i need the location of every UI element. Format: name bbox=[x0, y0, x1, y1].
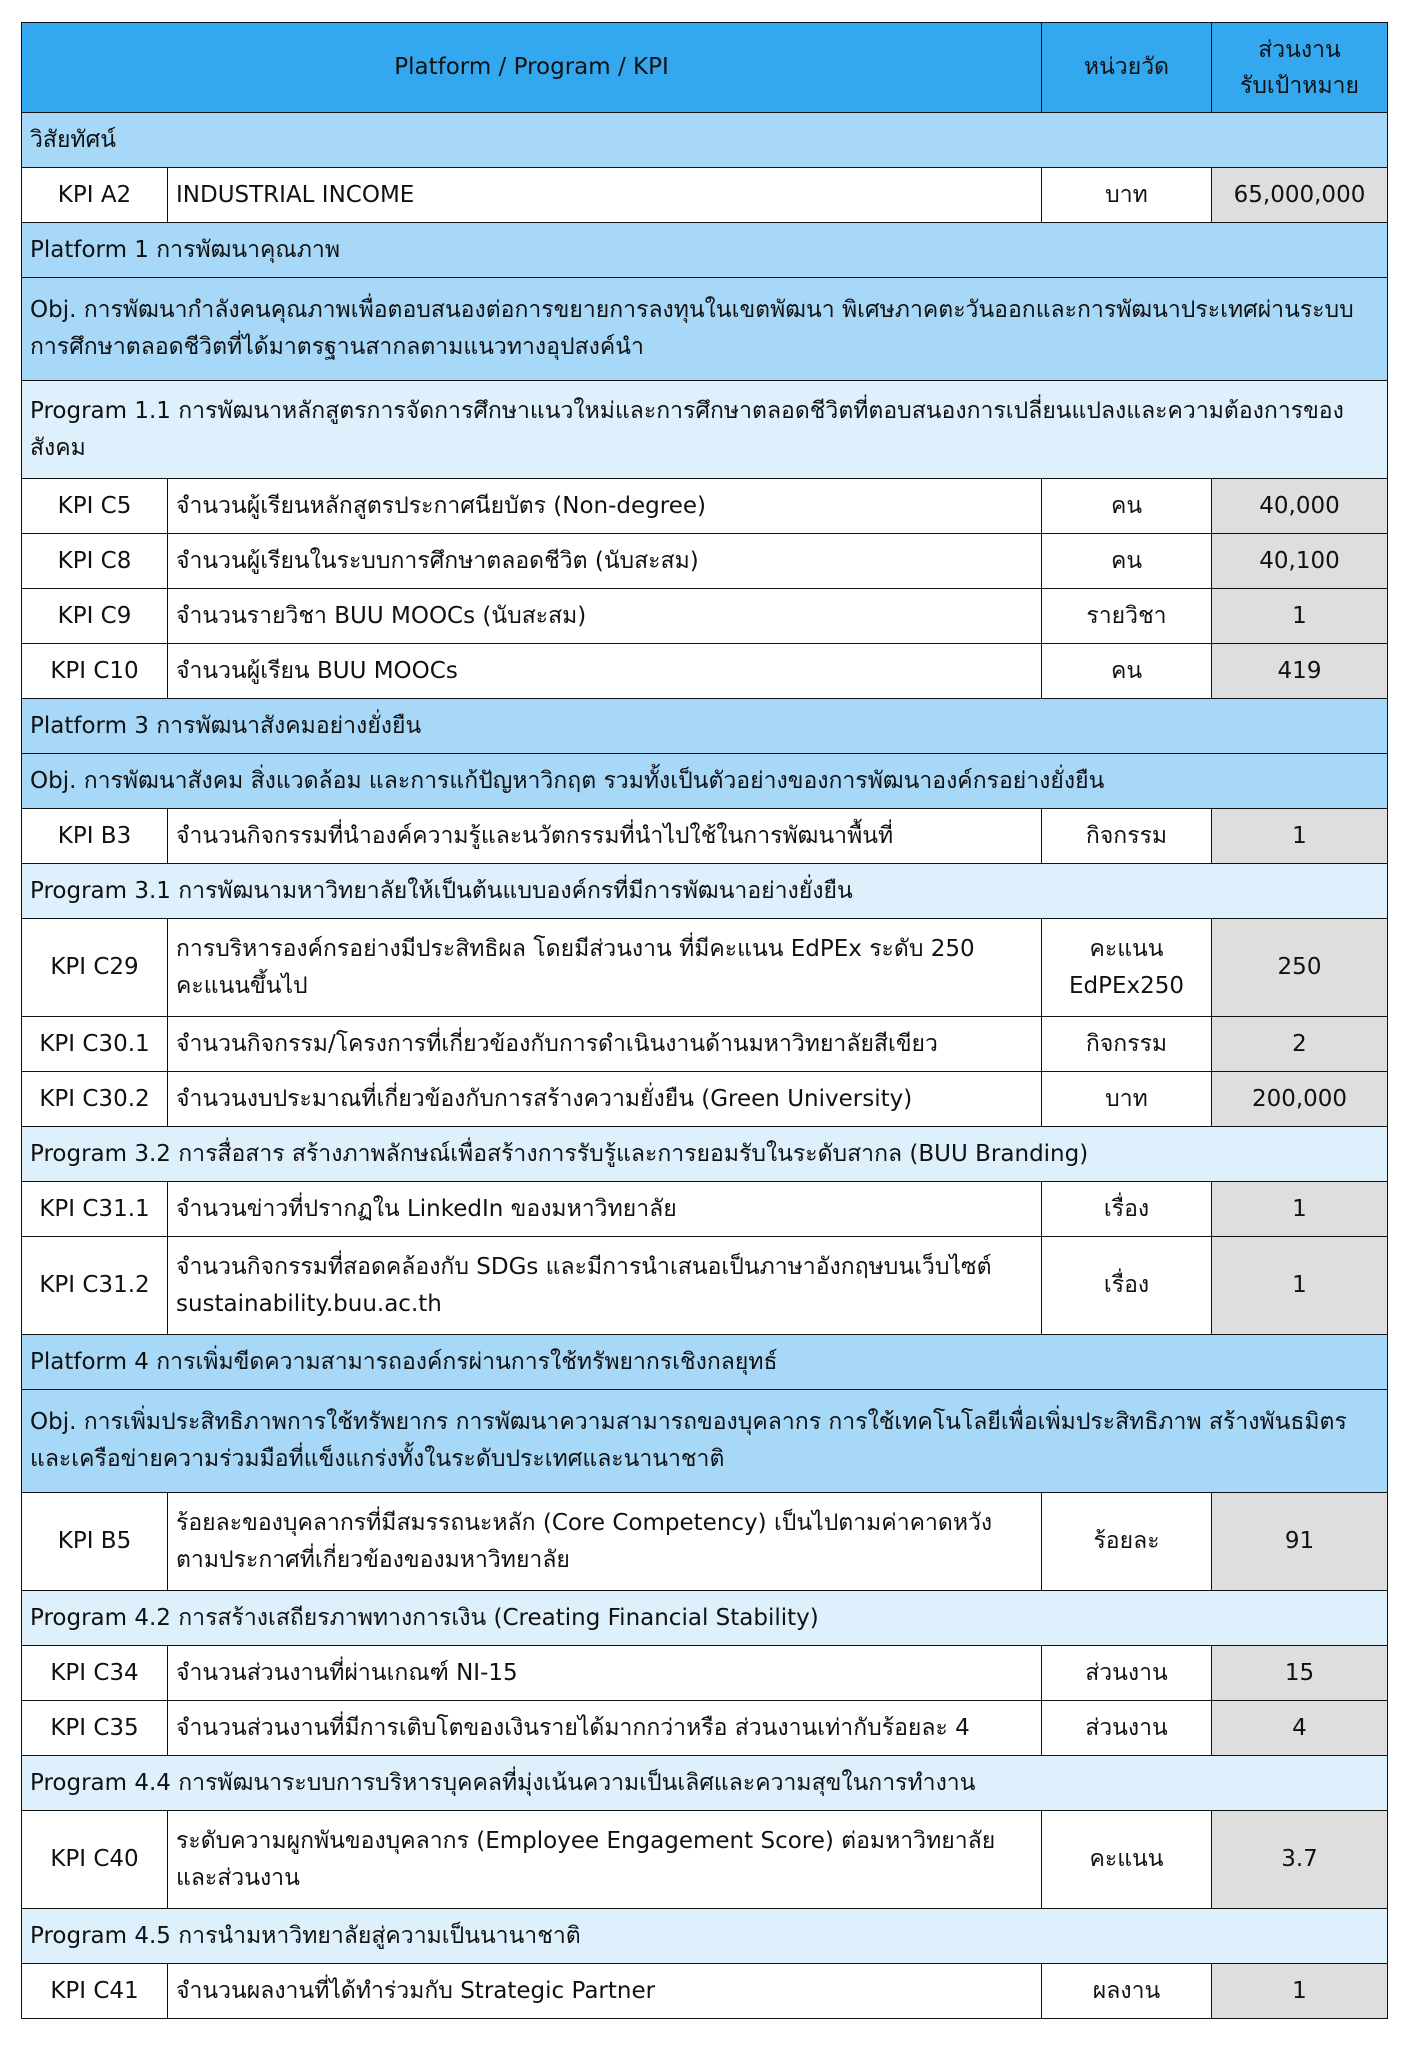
kpi-table bbox=[21, 22, 1388, 2019]
kpi-unit: ร้อยละ bbox=[1042, 1493, 1212, 1591]
kpi-description: ระดับความผูกพันของบุคลากร (Employee Engagement Score) ต่อมหาวิทยาลัยและส่วนงาน bbox=[168, 1811, 1042, 1909]
section-row bbox=[22, 1335, 1388, 1390]
kpi-row bbox=[22, 1017, 1388, 1072]
section-row bbox=[22, 113, 1388, 168]
kpi-code: KPI C35 bbox=[22, 1701, 168, 1756]
section-row bbox=[22, 699, 1388, 754]
kpi-description: จำนวนกิจกรรม/โครงการที่เกี่ยวข้องกับการดำเนินงานด้านมหาวิทยาลัยสีเขียว bbox=[168, 1017, 1042, 1072]
kpi-row bbox=[22, 1701, 1388, 1756]
kpi-unit: ส่วนงาน bbox=[1042, 1646, 1212, 1701]
kpi-code: KPI C30.2 bbox=[22, 1072, 168, 1127]
kpi-description: จำนวนกิจกรรมที่นำองค์ความรู้และนวัตกรรมที่นำไปใช้ในการพัฒนาพื้นที่ bbox=[168, 809, 1042, 864]
section-title: Platform 3 การพัฒนาสังคมอย่างยั่งยืน bbox=[22, 699, 1388, 754]
kpi-row bbox=[22, 1237, 1388, 1335]
program-row bbox=[22, 1756, 1388, 1811]
kpi-description: จำนวนส่วนงานที่มีการเติบโตของเงินรายได้มากกว่าหรือ ส่วนงานเท่ากับร้อยละ 4 bbox=[168, 1701, 1042, 1756]
program-title: Program 1.1 การพัฒนาหลักสูตรการจัดการศึกษาแนวใหม่และการศึกษาตลอดชีวิตที่ตอบสนองการเปลี่ยนแปลงและความต้องการของสังคม bbox=[22, 381, 1388, 479]
section-title: วิสัยทัศน์ bbox=[22, 113, 1388, 168]
kpi-target: 15 bbox=[1212, 1646, 1388, 1701]
kpi-row bbox=[22, 1493, 1388, 1591]
kpi-unit: คน bbox=[1042, 534, 1212, 589]
kpi-unit: คะแนน bbox=[1042, 1811, 1212, 1909]
kpi-code: KPI C31.1 bbox=[22, 1182, 168, 1237]
section-row bbox=[22, 278, 1388, 381]
kpi-description: จำนวนผลงานที่ได้ทำร่วมกับ Strategic Partner bbox=[168, 1964, 1042, 2019]
section-row bbox=[22, 223, 1388, 278]
kpi-description: จำนวนผู้เรียนในระบบการศึกษาตลอดชีวิต (นับสะสม) bbox=[168, 534, 1042, 589]
kpi-target: 200,000 bbox=[1212, 1072, 1388, 1127]
section-title: Platform 1 การพัฒนาคุณภาพ bbox=[22, 223, 1388, 278]
kpi-code: KPI B3 bbox=[22, 809, 168, 864]
kpi-row bbox=[22, 1964, 1388, 2019]
kpi-target: 419 bbox=[1212, 644, 1388, 699]
section-title: Obj. การพัฒนาสังคม สิ่งแวดล้อม และการแก้ปัญหาวิกฤต รวมทั้งเป็นตัวอย่างของการพัฒนาองค์กรอย่างยั่งยืน bbox=[22, 754, 1388, 809]
kpi-description: จำนวนงบประมาณที่เกี่ยวข้องกับการสร้างความยั่งยืน (Green University) bbox=[168, 1072, 1042, 1127]
program-title: Program 4.4 การพัฒนาระบบการบริหารบุคคลที่มุ่งเน้นความเป็นเลิศและความสุขในการทำงาน bbox=[22, 1756, 1388, 1811]
kpi-unit: คะแนน EdPEx250 bbox=[1042, 919, 1212, 1017]
section-title: Obj. การพัฒนากำลังคนคุณภาพเพื่อตอบสนองต่อการขยายการลงทุนในเขตพัฒนา พิเศษภาคตะวันออกและการพัฒนาประเทศผ่านระบบการศึกษาตลอดชีวิตที่ได้มาตรฐานสากลตามแนวทางอุปสงค์นำ bbox=[22, 278, 1388, 381]
kpi-unit: บาท bbox=[1042, 1072, 1212, 1127]
kpi-target: 3.7 bbox=[1212, 1811, 1388, 1909]
kpi-target: 1 bbox=[1212, 809, 1388, 864]
header-target bbox=[1212, 23, 1388, 113]
kpi-unit: คน bbox=[1042, 644, 1212, 699]
program-row bbox=[22, 1909, 1388, 1964]
kpi-target: 40,100 bbox=[1212, 534, 1388, 589]
kpi-unit: เรื่อง bbox=[1042, 1237, 1212, 1335]
section-title: Obj. การเพิ่มประสิทธิภาพการใช้ทรัพยากร การพัฒนาความสามารถของบุคลากร การใช้เทคโนโลยีเพื่อเพิ่มประสิทธิภาพ สร้างพันธมิตรและเครือข่ายความร่วมมือที่แข็งแกร่งทั้งในระดับประเทศและนานาชาติ bbox=[22, 1390, 1388, 1493]
kpi-unit: คน bbox=[1042, 479, 1212, 534]
kpi-row bbox=[22, 1646, 1388, 1701]
program-row bbox=[22, 1591, 1388, 1646]
kpi-description: จำนวนผู้เรียนหลักสูตรประกาศนียบัตร (Non-degree) bbox=[168, 479, 1042, 534]
kpi-description: จำนวนส่วนงานที่ผ่านเกณฑ์ NI-15 bbox=[168, 1646, 1042, 1701]
kpi-description: จำนวนข่าวที่ปรากฏใน LinkedIn ของมหาวิทยาลัย bbox=[168, 1182, 1042, 1237]
kpi-target: 91 bbox=[1212, 1493, 1388, 1591]
section-row bbox=[22, 754, 1388, 809]
kpi-target: 250 bbox=[1212, 919, 1388, 1017]
kpi-description: จำนวนกิจกรรมที่สอดคล้องกับ SDGs และมีการนำเสนอเป็นภาษาอังกฤษบนเว็บไซต์ sustainability.buu.ac.th bbox=[168, 1237, 1042, 1335]
kpi-unit: กิจกรรม bbox=[1042, 1017, 1212, 1072]
kpi-code: KPI B5 bbox=[22, 1493, 168, 1591]
kpi-row bbox=[22, 534, 1388, 589]
header-kpi: Platform / Program / KPI bbox=[22, 23, 1042, 113]
kpi-description: การบริหารองค์กรอย่างมีประสิทธิผล โดยมีส่วนงาน ที่มีคะแนน EdPEx ระดับ 250 คะแนนขึ้นไป bbox=[168, 919, 1042, 1017]
section-title: Platform 4 การเพิ่มขีดความสามารถองค์กรผ่านการใช้ทรัพยากรเชิงกลยุทธ์ bbox=[22, 1335, 1388, 1390]
kpi-row bbox=[22, 919, 1388, 1017]
kpi-code: KPI C29 bbox=[22, 919, 168, 1017]
kpi-target: 1 bbox=[1212, 1182, 1388, 1237]
kpi-target: 1 bbox=[1212, 589, 1388, 644]
program-row bbox=[22, 864, 1388, 919]
program-row bbox=[22, 381, 1388, 479]
kpi-code: KPI A2 bbox=[22, 168, 168, 223]
kpi-code: KPI C40 bbox=[22, 1811, 168, 1909]
kpi-code: KPI C34 bbox=[22, 1646, 168, 1701]
kpi-target: 65,000,000 bbox=[1212, 168, 1388, 223]
kpi-target: 2 bbox=[1212, 1017, 1388, 1072]
kpi-target: 1 bbox=[1212, 1237, 1388, 1335]
kpi-unit: เรื่อง bbox=[1042, 1182, 1212, 1237]
program-title: Program 4.5 การนำมหาวิทยาลัยสู่ความเป็นนานาชาติ bbox=[22, 1909, 1388, 1964]
kpi-row bbox=[22, 589, 1388, 644]
header-unit: หน่วยวัด bbox=[1042, 23, 1212, 113]
kpi-row bbox=[22, 1182, 1388, 1237]
kpi-target: 1 bbox=[1212, 1964, 1388, 2019]
kpi-unit: ส่วนงาน bbox=[1042, 1701, 1212, 1756]
kpi-code: KPI C41 bbox=[22, 1964, 168, 2019]
kpi-description: INDUSTRIAL INCOME bbox=[168, 168, 1042, 223]
program-title: Program 3.1 การพัฒนามหาวิทยาลัยให้เป็นต้นแบบองค์กรที่มีการพัฒนาอย่างยั่งยืน bbox=[22, 864, 1388, 919]
kpi-code: KPI C30.1 bbox=[22, 1017, 168, 1072]
kpi-code: KPI C8 bbox=[22, 534, 168, 589]
section-row bbox=[22, 1390, 1388, 1493]
header-target-line1: ส่วนงาน bbox=[1258, 36, 1341, 63]
kpi-row bbox=[22, 644, 1388, 699]
kpi-unit: ผลงาน bbox=[1042, 1964, 1212, 2019]
kpi-unit: กิจกรรม bbox=[1042, 809, 1212, 864]
kpi-code: KPI C10 bbox=[22, 644, 168, 699]
kpi-row bbox=[22, 168, 1388, 223]
kpi-row bbox=[22, 1072, 1388, 1127]
kpi-target: 4 bbox=[1212, 1701, 1388, 1756]
kpi-unit: รายวิชา bbox=[1042, 589, 1212, 644]
kpi-description: จำนวนรายวิชา BUU MOOCs (นับสะสม) bbox=[168, 589, 1042, 644]
kpi-code: KPI C5 bbox=[22, 479, 168, 534]
kpi-unit: บาท bbox=[1042, 168, 1212, 223]
kpi-code: KPI C9 bbox=[22, 589, 168, 644]
kpi-target: 40,000 bbox=[1212, 479, 1388, 534]
program-title: Program 4.2 การสร้างเสถียรภาพทางการเงิน (Creating Financial Stability) bbox=[22, 1591, 1388, 1646]
kpi-code: KPI C31.2 bbox=[22, 1237, 168, 1335]
kpi-description: ร้อยละของบุคลากรที่มีสมรรถนะหลัก (Core Competency) เป็นไปตามค่าคาดหวัง ตามประกาศที่เกี่ยวข้องของมหาวิทยาลัย bbox=[168, 1493, 1042, 1591]
kpi-row bbox=[22, 1811, 1388, 1909]
header-target-line2: รับเป้าหมาย bbox=[1239, 72, 1360, 99]
kpi-description: จำนวนผู้เรียน BUU MOOCs bbox=[168, 644, 1042, 699]
kpi-row bbox=[22, 479, 1388, 534]
program-row bbox=[22, 1127, 1388, 1182]
program-title: Program 3.2 การสื่อสาร สร้างภาพลักษณ์เพื่อสร้างการรับรู้และการยอมรับในระดับสากล (BUU Branding) bbox=[22, 1127, 1388, 1182]
kpi-row bbox=[22, 809, 1388, 864]
header-row bbox=[22, 23, 1388, 113]
